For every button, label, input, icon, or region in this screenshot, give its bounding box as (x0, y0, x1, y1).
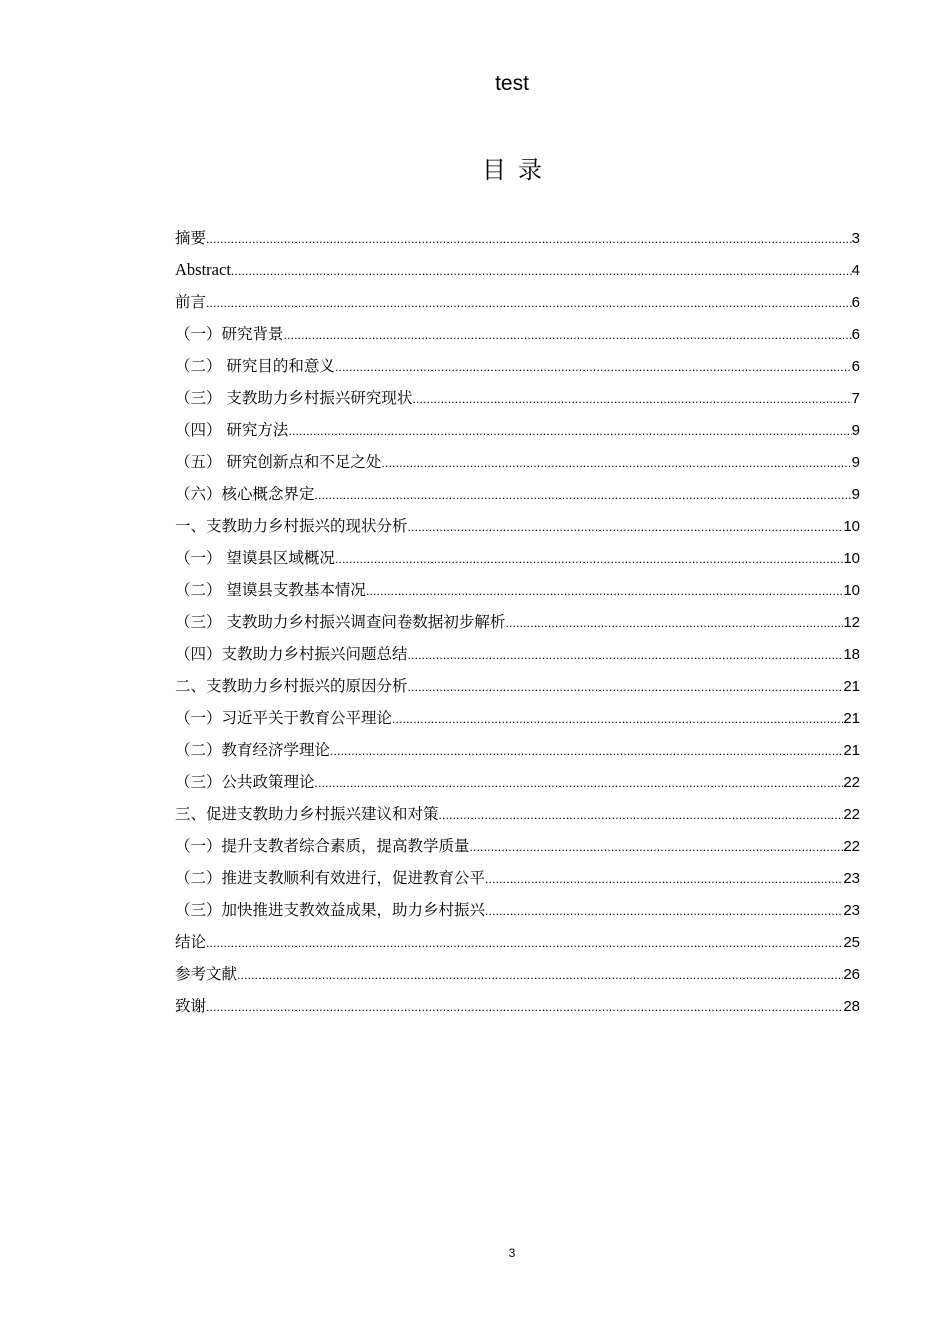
toc-entry[interactable] (175, 862, 860, 894)
toc-entry[interactable] (175, 894, 860, 926)
toc-entry-title: （二） 望谟县支教基本情况 (175, 581, 366, 599)
toc-entry-title: （一）研究背景 (175, 325, 284, 343)
toc-entry[interactable] (175, 446, 860, 478)
toc-entry-title: （三） 支教助力乡村振兴研究现状 (175, 389, 413, 407)
toc-dot-leader (206, 991, 843, 1023)
toc-entry-title: （三）加快推进支教效益成果，助力乡村振兴 (175, 901, 486, 919)
toc-entry-page: 21 (843, 710, 860, 727)
toc-entry-page: 9 (851, 486, 860, 503)
toc-dot-leader (315, 767, 844, 799)
toc-entry-page: 7 (851, 390, 860, 407)
toc-entry[interactable] (175, 798, 860, 830)
toc-entry-title: （三） 支教助力乡村振兴调查问卷数据初步解析 (175, 613, 506, 631)
toc-entry[interactable] (175, 574, 860, 606)
toc-entry-page: 21 (843, 742, 860, 759)
toc-entry-title: （三）公共政策理论 (175, 773, 315, 791)
toc-entry[interactable] (175, 286, 860, 318)
toc-entry-title: （二）推进支教顺利有效进行，促进教育公平 (175, 869, 486, 887)
toc-entry[interactable] (175, 766, 860, 798)
toc-entry[interactable] (175, 318, 860, 350)
toc-entry-page: 23 (843, 870, 860, 887)
toc-dot-leader (237, 959, 843, 991)
toc-entry-title: 前言 (175, 293, 207, 311)
toc-entry-title: Abstract (175, 260, 231, 279)
toc-entry[interactable] (175, 382, 860, 414)
toc-dot-leader (485, 895, 843, 927)
toc-entry-title: 致谢 (175, 997, 207, 1015)
toc-entry-page: 3 (851, 230, 860, 247)
toc-entry-page: 9 (851, 454, 860, 471)
toc-dot-leader (315, 479, 852, 511)
toc-entry-page: 6 (851, 326, 860, 343)
toc-entry-page: 28 (843, 998, 860, 1015)
toc-entry-page: 4 (851, 262, 860, 279)
toc-entry-page: 21 (843, 678, 860, 695)
toc-dot-leader (470, 831, 844, 863)
toc-entry-page: 10 (843, 518, 860, 535)
toc-entry-page: 22 (843, 838, 860, 855)
toc-entry[interactable] (175, 830, 860, 862)
toc-entry[interactable] (175, 958, 860, 990)
toc-dot-leader (408, 511, 844, 543)
toc-entry-title: 三、促进支教助力乡村振兴建议和对策 (175, 805, 439, 823)
toc-entry-page: 22 (843, 774, 860, 791)
toc-dot-leader (408, 671, 844, 703)
toc-dot-leader (330, 735, 843, 767)
toc-entry[interactable] (175, 478, 860, 510)
toc-entry-title: 摘要 (175, 229, 207, 247)
toc-dot-leader (366, 575, 843, 607)
toc-entry[interactable] (175, 254, 860, 286)
toc-dot-leader (206, 287, 852, 319)
toc-entry-title: （一）提升支教者综合素质，提高教学质量 (175, 837, 470, 855)
toc-entry[interactable] (175, 542, 860, 574)
toc-dot-leader (412, 383, 851, 415)
table-of-contents (175, 222, 860, 1022)
toc-entry-page: 26 (843, 966, 860, 983)
toc-dot-leader (335, 543, 843, 575)
toc-entry-title: （一） 望谟县区域概况 (175, 549, 335, 567)
toc-entry-title: （四） 研究方法 (175, 421, 289, 439)
toc-entry[interactable] (175, 606, 860, 638)
toc-dot-leader (206, 223, 852, 255)
toc-entry[interactable] (175, 350, 860, 382)
toc-entry-page: 6 (851, 358, 860, 375)
toc-entry-title: （二） 研究目的和意义 (175, 357, 335, 375)
toc-dot-leader (335, 351, 852, 383)
toc-dot-leader (392, 703, 843, 735)
toc-entry-page: 23 (843, 902, 860, 919)
toc-entry-page: 6 (851, 294, 860, 311)
toc-entry-page: 22 (843, 806, 860, 823)
toc-entry-page: 10 (843, 582, 860, 599)
toc-entry[interactable] (175, 222, 860, 254)
toc-entry[interactable] (175, 510, 860, 542)
toc-entry[interactable] (175, 414, 860, 446)
toc-entry-title: （五） 研究创新点和不足之处 (175, 453, 382, 471)
toc-dot-leader (408, 639, 844, 671)
toc-dot-leader (288, 415, 851, 447)
toc-dot-leader (505, 607, 843, 639)
toc-entry-page: 12 (843, 614, 860, 631)
toc-entry-title: （四）支教助力乡村振兴问题总结 (175, 645, 408, 663)
toc-entry-title: （二）教育经济学理论 (175, 741, 331, 759)
toc-entry[interactable] (175, 990, 860, 1022)
toc-entry[interactable] (175, 670, 860, 702)
toc-dot-leader (206, 927, 843, 959)
toc-entry[interactable] (175, 734, 860, 766)
toc-dot-leader (485, 863, 843, 895)
page-header: test (495, 72, 529, 95)
toc-entry-page: 9 (851, 422, 860, 439)
toc-entry[interactable] (175, 638, 860, 670)
toc-entry-title: 一、支教助力乡村振兴的现状分析 (175, 517, 408, 535)
toc-dot-leader (381, 447, 851, 479)
toc-entry-title: 二、支教助力乡村振兴的原因分析 (175, 677, 408, 695)
toc-dot-leader (439, 799, 844, 831)
toc-entry-title: （一）习近平关于教育公平理论 (175, 709, 393, 727)
toc-entry-title: 参考文献 (175, 965, 238, 983)
toc-entry-page: 25 (843, 934, 860, 951)
toc-dot-leader (284, 319, 852, 351)
page-number: 3 (508, 1246, 516, 1260)
toc-entry-page: 18 (843, 646, 860, 663)
toc-dot-leader (231, 255, 852, 287)
toc-entry-title: 结论 (175, 933, 207, 951)
toc-entry-title: （六）核心概念界定 (175, 485, 315, 503)
toc-title: 目录 (482, 156, 554, 184)
toc-entry[interactable] (175, 702, 860, 734)
toc-entry[interactable] (175, 926, 860, 958)
toc-entry-page: 10 (843, 550, 860, 567)
